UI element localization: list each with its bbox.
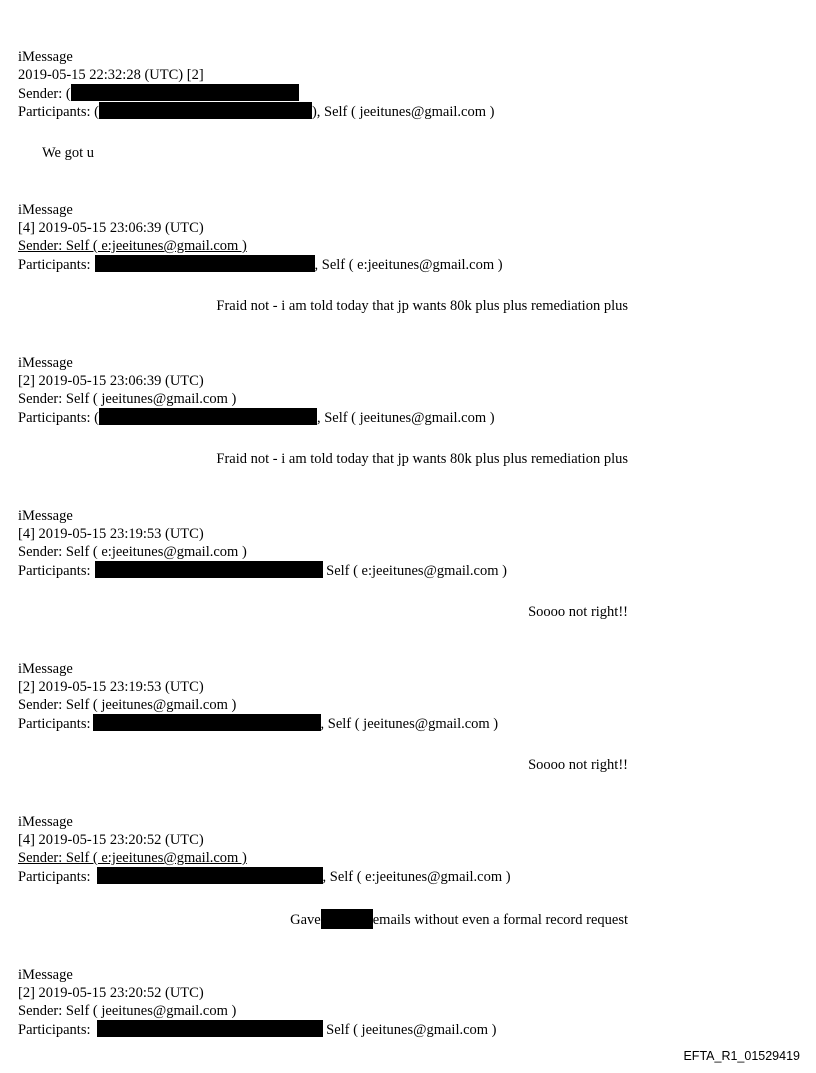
message-block bbox=[18, 48, 798, 161]
participants-line bbox=[18, 714, 798, 732]
participants-label: Participants: bbox=[18, 257, 91, 273]
redaction-box bbox=[97, 867, 323, 884]
service-label: iMessage bbox=[18, 967, 73, 983]
participants-line bbox=[18, 1020, 798, 1038]
timestamp: [2] 2019-05-15 23:19:53 (UTC) bbox=[18, 679, 204, 695]
message-body: Fraid not - i am told today that jp wants 80k plus plus remediation plus bbox=[216, 451, 628, 467]
message-block bbox=[18, 201, 798, 314]
redaction-box bbox=[99, 102, 312, 119]
sender-line: Sender: Self ( e:jeeitunes@gmail.com ) bbox=[18, 544, 247, 560]
participants-self: , Self ( jeeitunes@gmail.com ) bbox=[320, 716, 499, 732]
message-block bbox=[18, 660, 798, 773]
participants-self: ), Self ( jeeitunes@gmail.com ) bbox=[311, 104, 495, 120]
timestamp: [4] 2019-05-15 23:19:53 (UTC) bbox=[18, 526, 204, 542]
message-block bbox=[18, 813, 798, 928]
participants-self: , Self ( jeeitunes@gmail.com ) bbox=[316, 410, 495, 426]
service-label: iMessage bbox=[18, 355, 73, 371]
participants-line bbox=[18, 255, 798, 273]
bates-number: EFTA_R1_01529419 bbox=[683, 1049, 800, 1063]
service-label: iMessage bbox=[18, 202, 73, 218]
participants-line bbox=[18, 867, 798, 885]
service-label: iMessage bbox=[18, 814, 73, 830]
timestamp: [4] 2019-05-15 23:20:52 (UTC) bbox=[18, 832, 204, 848]
message-body: Soooo not right!! bbox=[528, 604, 628, 620]
participants-self: Self ( e:jeeitunes@gmail.com ) bbox=[326, 563, 507, 579]
participants-line bbox=[18, 102, 798, 120]
sender-line bbox=[18, 390, 798, 408]
sender-line: Sender: Self ( jeeitunes@gmail.com ) bbox=[18, 697, 237, 713]
participants-self: , Self ( e:jeeitunes@gmail.com ) bbox=[322, 869, 511, 885]
sender-line: Sender: Self ( e:jeeitunes@gmail.com ) bbox=[18, 238, 247, 254]
participants-label: Participants: bbox=[18, 1022, 91, 1038]
message-body-end: emails without even a formal record request bbox=[372, 912, 628, 928]
participants-self: , Self ( e:jeeitunes@gmail.com ) bbox=[314, 257, 503, 273]
participants-label: Participants: ( bbox=[18, 104, 99, 120]
redaction-box bbox=[99, 408, 317, 425]
service-label: iMessage bbox=[18, 508, 73, 524]
redaction-box bbox=[71, 84, 299, 101]
message-block bbox=[18, 966, 798, 1038]
sender-line: Sender: Self ( e:jeeitunes@gmail.com ) bbox=[18, 850, 247, 866]
redaction-box bbox=[93, 714, 321, 731]
timestamp: [2] 2019-05-15 23:06:39 (UTC) bbox=[18, 373, 204, 389]
participants-line bbox=[18, 561, 798, 579]
redaction-box bbox=[95, 255, 315, 272]
sender-line bbox=[18, 84, 798, 102]
message-block bbox=[18, 507, 798, 620]
message-body: Soooo not right!! bbox=[528, 757, 628, 773]
message-body bbox=[290, 909, 628, 929]
participants-label: Participants: bbox=[18, 563, 91, 579]
redaction-box bbox=[321, 909, 373, 929]
sender-label: Sender: ( bbox=[18, 86, 71, 102]
timestamp: [4] 2019-05-15 23:06:39 (UTC) bbox=[18, 220, 204, 236]
message-body-start: Gave bbox=[290, 912, 321, 928]
timestamp: [2] 2019-05-15 23:20:52 (UTC) bbox=[18, 985, 204, 1001]
participants-label: Participants: bbox=[18, 869, 91, 885]
participants-label: Participants: bbox=[18, 716, 91, 732]
participants-self: Self ( jeeitunes@gmail.com ) bbox=[326, 1022, 497, 1038]
participants-line bbox=[18, 408, 798, 426]
sender-line: Sender: Self ( jeeitunes@gmail.com ) bbox=[18, 1003, 237, 1019]
sender-label: Sender: Self ( jeeitunes@gmail.com ) bbox=[18, 391, 237, 407]
message-body: We got u bbox=[42, 145, 94, 161]
service-label: iMessage bbox=[18, 49, 73, 65]
redaction-box bbox=[95, 561, 323, 578]
participants-label: Participants: ( bbox=[18, 410, 99, 426]
message-block bbox=[18, 354, 798, 467]
message-body: Fraid not - i am told today that jp wants 80k plus plus remediation plus bbox=[216, 298, 628, 314]
timestamp: 2019-05-15 22:32:28 (UTC) [2] bbox=[18, 67, 204, 83]
redaction-box bbox=[97, 1020, 323, 1037]
service-label: iMessage bbox=[18, 661, 73, 677]
